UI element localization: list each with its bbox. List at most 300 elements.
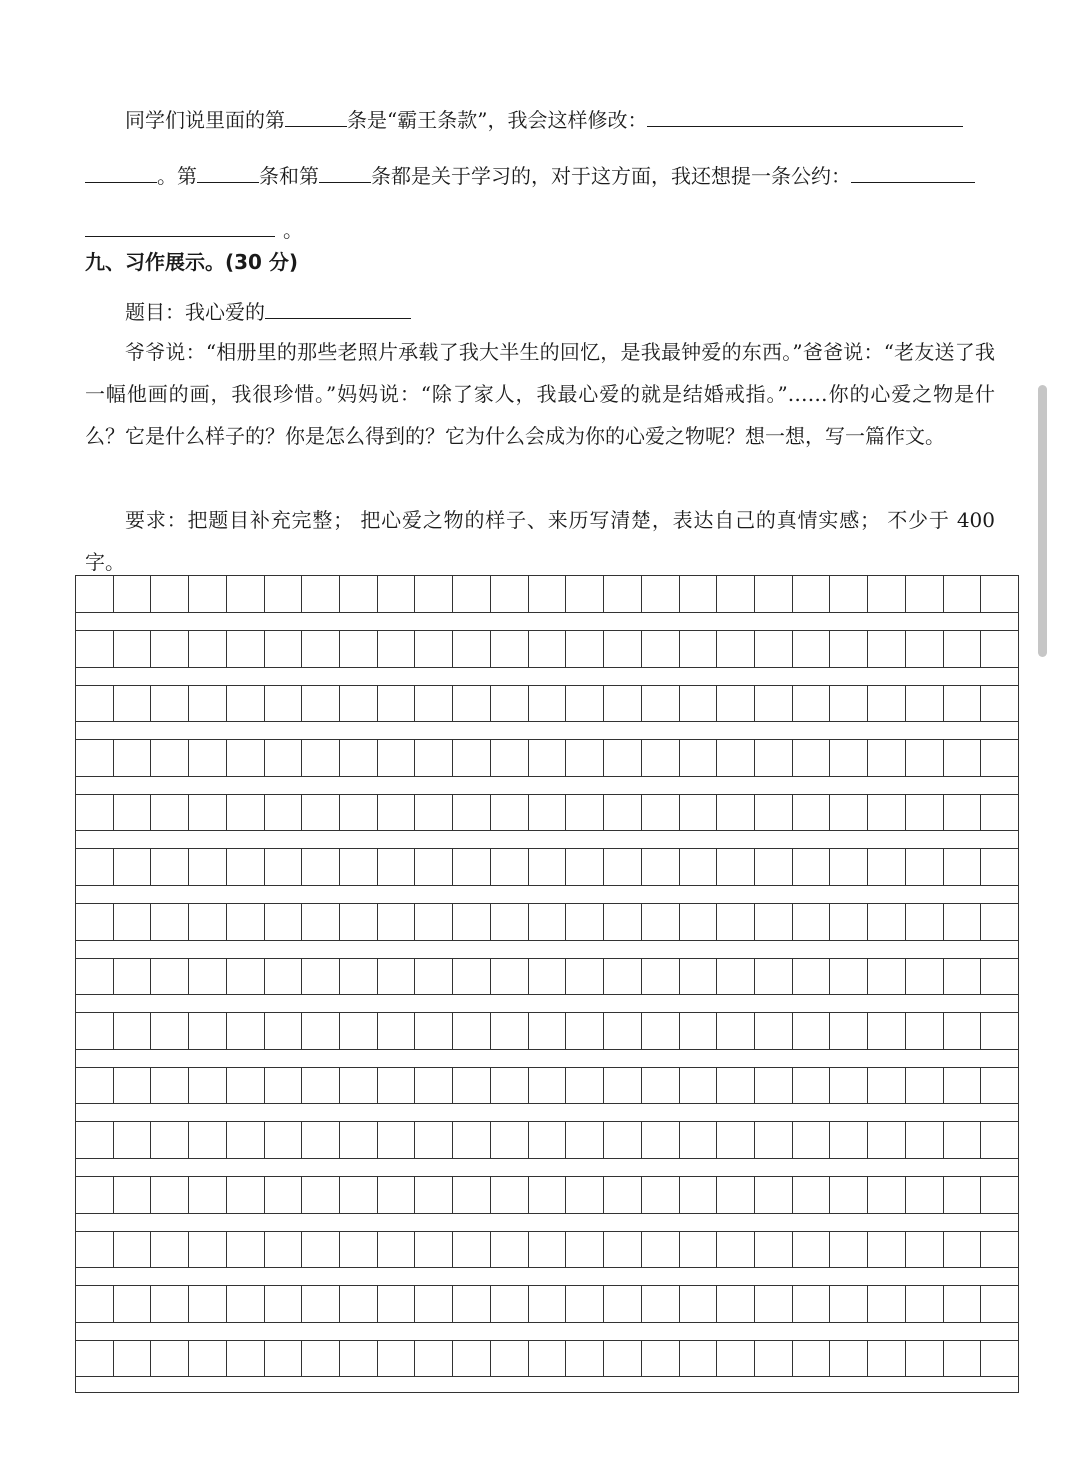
- grid-cell[interactable]: [529, 1177, 567, 1213]
- grid-cell[interactable]: [642, 740, 680, 776]
- grid-cell[interactable]: [830, 1286, 868, 1322]
- grid-cell[interactable]: [491, 740, 529, 776]
- grid-cell[interactable]: [642, 1231, 680, 1267]
- grid-cell[interactable]: [76, 1122, 114, 1158]
- grid-cell[interactable]: [868, 1122, 906, 1158]
- grid-cell[interactable]: [378, 1231, 416, 1267]
- grid-cell[interactable]: [529, 1340, 567, 1376]
- grid-cell[interactable]: [944, 1231, 982, 1267]
- grid-cell[interactable]: [604, 1231, 642, 1267]
- grid-cell[interactable]: [114, 631, 152, 667]
- grid-cell[interactable]: [227, 1340, 265, 1376]
- grid-cell[interactable]: [227, 904, 265, 940]
- grid-cell[interactable]: [680, 794, 718, 830]
- grid-cell[interactable]: [151, 685, 189, 721]
- grid-cell[interactable]: [981, 631, 1018, 667]
- grid-cell[interactable]: [114, 1286, 152, 1322]
- blank-clause-number-1[interactable]: [285, 104, 347, 127]
- grid-cell[interactable]: [529, 849, 567, 885]
- grid-cell[interactable]: [642, 1177, 680, 1213]
- grid-cell[interactable]: [453, 904, 491, 940]
- grid-cell[interactable]: [265, 576, 303, 612]
- grid-cell[interactable]: [566, 1067, 604, 1103]
- grid-cell[interactable]: [529, 958, 567, 994]
- grid-cell[interactable]: [151, 1013, 189, 1049]
- grid-cell[interactable]: [378, 849, 416, 885]
- grid-cell[interactable]: [340, 1013, 378, 1049]
- grid-cell[interactable]: [604, 1177, 642, 1213]
- grid-cell[interactable]: [944, 576, 982, 612]
- grid-cell[interactable]: [906, 685, 944, 721]
- grid-cell[interactable]: [717, 1286, 755, 1322]
- grid-cell[interactable]: [566, 1122, 604, 1158]
- grid-cell[interactable]: [265, 849, 303, 885]
- grid-cell[interactable]: [604, 958, 642, 994]
- scrollbar-thumb[interactable]: [1038, 385, 1047, 657]
- grid-cell[interactable]: [529, 740, 567, 776]
- grid-cell[interactable]: [114, 685, 152, 721]
- grid-cell[interactable]: [227, 1122, 265, 1158]
- grid-cell[interactable]: [717, 1013, 755, 1049]
- grid-cell[interactable]: [830, 685, 868, 721]
- grid-cell[interactable]: [830, 849, 868, 885]
- grid-cell[interactable]: [189, 1340, 227, 1376]
- grid-cell[interactable]: [453, 576, 491, 612]
- grid-cell[interactable]: [529, 794, 567, 830]
- grid-cell[interactable]: [265, 958, 303, 994]
- grid-cell[interactable]: [415, 1340, 453, 1376]
- grid-cell[interactable]: [830, 1340, 868, 1376]
- grid-cell[interactable]: [415, 1122, 453, 1158]
- grid-cell[interactable]: [491, 576, 529, 612]
- grid-cell[interactable]: [151, 1340, 189, 1376]
- grid-cell[interactable]: [944, 1067, 982, 1103]
- grid-cell[interactable]: [906, 1286, 944, 1322]
- grid-cell[interactable]: [302, 1231, 340, 1267]
- grid-cell[interactable]: [868, 849, 906, 885]
- grid-cell[interactable]: [114, 1122, 152, 1158]
- grid-cell[interactable]: [755, 1231, 793, 1267]
- grid-cell[interactable]: [529, 1122, 567, 1158]
- writing-grid[interactable]: [75, 575, 1019, 1393]
- grid-cell[interactable]: [680, 1067, 718, 1103]
- grid-cell[interactable]: [981, 1122, 1018, 1158]
- grid-cell[interactable]: [642, 904, 680, 940]
- grid-cell[interactable]: [793, 1122, 831, 1158]
- grid-cell[interactable]: [566, 904, 604, 940]
- grid-cell[interactable]: [906, 904, 944, 940]
- grid-cell[interactable]: [944, 631, 982, 667]
- grid-cell[interactable]: [906, 1013, 944, 1049]
- grid-cell[interactable]: [265, 904, 303, 940]
- grid-cell[interactable]: [340, 740, 378, 776]
- grid-cell[interactable]: [227, 1286, 265, 1322]
- grid-cell[interactable]: [755, 685, 793, 721]
- grid-cell[interactable]: [114, 1231, 152, 1267]
- grid-cell[interactable]: [906, 1340, 944, 1376]
- grid-cell[interactable]: [981, 1013, 1018, 1049]
- grid-cell[interactable]: [340, 1340, 378, 1376]
- grid-cell[interactable]: [151, 631, 189, 667]
- grid-cell[interactable]: [944, 685, 982, 721]
- grid-cell[interactable]: [415, 1177, 453, 1213]
- grid-cell[interactable]: [981, 1286, 1018, 1322]
- grid-cell[interactable]: [227, 631, 265, 667]
- grid-cell[interactable]: [981, 1231, 1018, 1267]
- grid-cell[interactable]: [793, 1340, 831, 1376]
- grid-cell[interactable]: [151, 849, 189, 885]
- grid-cell[interactable]: [830, 1122, 868, 1158]
- grid-cell[interactable]: [265, 1231, 303, 1267]
- grid-cell[interactable]: [189, 1013, 227, 1049]
- grid-cell[interactable]: [642, 1286, 680, 1322]
- grid-cell[interactable]: [529, 1067, 567, 1103]
- grid-cell[interactable]: [981, 685, 1018, 721]
- grid-cell[interactable]: [189, 1231, 227, 1267]
- grid-cell[interactable]: [114, 904, 152, 940]
- grid-cell[interactable]: [151, 1122, 189, 1158]
- grid-cell[interactable]: [642, 685, 680, 721]
- grid-cell[interactable]: [981, 1340, 1018, 1376]
- grid-cell[interactable]: [378, 1013, 416, 1049]
- grid-cell[interactable]: [76, 958, 114, 994]
- grid-cell[interactable]: [604, 794, 642, 830]
- grid-cell[interactable]: [642, 576, 680, 612]
- grid-cell[interactable]: [265, 1340, 303, 1376]
- grid-cell[interactable]: [529, 1231, 567, 1267]
- grid-cell[interactable]: [944, 1177, 982, 1213]
- grid-cell[interactable]: [944, 740, 982, 776]
- grid-cell[interactable]: [642, 1013, 680, 1049]
- grid-cell[interactable]: [265, 1013, 303, 1049]
- grid-cell[interactable]: [265, 740, 303, 776]
- grid-cell[interactable]: [717, 904, 755, 940]
- grid-cell[interactable]: [793, 958, 831, 994]
- grid-cell[interactable]: [491, 1122, 529, 1158]
- grid-cell[interactable]: [302, 904, 340, 940]
- grid-cell[interactable]: [906, 849, 944, 885]
- grid-cell[interactable]: [340, 849, 378, 885]
- grid-cell[interactable]: [265, 1286, 303, 1322]
- grid-cell[interactable]: [604, 1122, 642, 1158]
- grid-cell[interactable]: [491, 1013, 529, 1049]
- grid-cell[interactable]: [189, 849, 227, 885]
- grid-cell[interactable]: [265, 1177, 303, 1213]
- grid-cell[interactable]: [151, 1286, 189, 1322]
- grid-cell[interactable]: [717, 794, 755, 830]
- grid-cell[interactable]: [906, 1122, 944, 1158]
- grid-cell[interactable]: [604, 904, 642, 940]
- grid-cell[interactable]: [755, 576, 793, 612]
- grid-cell[interactable]: [151, 958, 189, 994]
- grid-cell[interactable]: [302, 958, 340, 994]
- grid-cell[interactable]: [227, 794, 265, 830]
- grid-cell[interactable]: [642, 631, 680, 667]
- grid-cell[interactable]: [830, 631, 868, 667]
- grid-cell[interactable]: [76, 1013, 114, 1049]
- grid-cell[interactable]: [604, 740, 642, 776]
- grid-cell[interactable]: [378, 1177, 416, 1213]
- grid-cell[interactable]: [566, 740, 604, 776]
- grid-cell[interactable]: [680, 1286, 718, 1322]
- grid-cell[interactable]: [717, 1340, 755, 1376]
- grid-cell[interactable]: [755, 1177, 793, 1213]
- grid-cell[interactable]: [491, 685, 529, 721]
- grid-cell[interactable]: [378, 740, 416, 776]
- grid-cell[interactable]: [340, 1286, 378, 1322]
- grid-cell[interactable]: [642, 1122, 680, 1158]
- grid-cell[interactable]: [717, 1122, 755, 1158]
- grid-cell[interactable]: [830, 740, 868, 776]
- grid-cell[interactable]: [453, 685, 491, 721]
- grid-cell[interactable]: [453, 631, 491, 667]
- grid-cell[interactable]: [755, 1340, 793, 1376]
- grid-cell[interactable]: [868, 1013, 906, 1049]
- grid-cell[interactable]: [906, 794, 944, 830]
- grid-cell[interactable]: [227, 576, 265, 612]
- grid-cell[interactable]: [680, 1013, 718, 1049]
- grid-cell[interactable]: [378, 1067, 416, 1103]
- grid-cell[interactable]: [604, 1013, 642, 1049]
- grid-cell[interactable]: [642, 958, 680, 994]
- grid-cell[interactable]: [868, 1177, 906, 1213]
- grid-cell[interactable]: [114, 958, 152, 994]
- grid-cell[interactable]: [76, 685, 114, 721]
- grid-cell[interactable]: [491, 794, 529, 830]
- grid-cell[interactable]: [378, 1122, 416, 1158]
- blank-revision-cont[interactable]: [85, 160, 157, 183]
- grid-cell[interactable]: [415, 794, 453, 830]
- grid-cell[interactable]: [566, 1013, 604, 1049]
- grid-cell[interactable]: [114, 1067, 152, 1103]
- grid-cell[interactable]: [491, 631, 529, 667]
- grid-cell[interactable]: [453, 1067, 491, 1103]
- grid-cell[interactable]: [642, 794, 680, 830]
- grid-cell[interactable]: [189, 958, 227, 994]
- grid-cell[interactable]: [76, 1231, 114, 1267]
- grid-cell[interactable]: [604, 1340, 642, 1376]
- grid-cell[interactable]: [227, 1013, 265, 1049]
- grid-cell[interactable]: [755, 958, 793, 994]
- grid-cell[interactable]: [717, 685, 755, 721]
- grid-cell[interactable]: [151, 576, 189, 612]
- grid-cell[interactable]: [491, 1177, 529, 1213]
- grid-cell[interactable]: [415, 1286, 453, 1322]
- grid-cell[interactable]: [114, 576, 152, 612]
- grid-cell[interactable]: [944, 849, 982, 885]
- grid-cell[interactable]: [340, 1177, 378, 1213]
- grid-cell[interactable]: [906, 958, 944, 994]
- grid-cell[interactable]: [906, 1231, 944, 1267]
- grid-cell[interactable]: [793, 576, 831, 612]
- grid-cell[interactable]: [302, 1013, 340, 1049]
- grid-cell[interactable]: [793, 1177, 831, 1213]
- grid-cell[interactable]: [302, 1067, 340, 1103]
- grid-cell[interactable]: [680, 904, 718, 940]
- grid-cell[interactable]: [868, 576, 906, 612]
- grid-cell[interactable]: [529, 685, 567, 721]
- grid-cell[interactable]: [76, 904, 114, 940]
- grid-cell[interactable]: [378, 576, 416, 612]
- blank-clause-number-3[interactable]: [319, 160, 371, 183]
- grid-cell[interactable]: [830, 904, 868, 940]
- grid-cell[interactable]: [302, 1177, 340, 1213]
- grid-cell[interactable]: [944, 1122, 982, 1158]
- grid-cell[interactable]: [717, 740, 755, 776]
- grid-cell[interactable]: [830, 1013, 868, 1049]
- grid-cell[interactable]: [76, 1067, 114, 1103]
- grid-cell[interactable]: [491, 1067, 529, 1103]
- grid-cell[interactable]: [340, 576, 378, 612]
- grid-cell[interactable]: [793, 1067, 831, 1103]
- grid-cell[interactable]: [378, 631, 416, 667]
- grid-cell[interactable]: [76, 849, 114, 885]
- grid-cell[interactable]: [944, 1013, 982, 1049]
- grid-cell[interactable]: [566, 958, 604, 994]
- grid-cell[interactable]: [566, 631, 604, 667]
- grid-cell[interactable]: [868, 794, 906, 830]
- grid-cell[interactable]: [642, 1340, 680, 1376]
- grid-cell[interactable]: [868, 904, 906, 940]
- grid-cell[interactable]: [830, 794, 868, 830]
- grid-cell[interactable]: [793, 631, 831, 667]
- grid-cell[interactable]: [76, 740, 114, 776]
- grid-cell[interactable]: [755, 849, 793, 885]
- grid-cell[interactable]: [151, 1231, 189, 1267]
- grid-cell[interactable]: [830, 1177, 868, 1213]
- grid-cell[interactable]: [302, 576, 340, 612]
- grid-cell[interactable]: [227, 1231, 265, 1267]
- grid-cell[interactable]: [151, 1067, 189, 1103]
- grid-cell[interactable]: [680, 740, 718, 776]
- grid-cell[interactable]: [189, 1067, 227, 1103]
- grid-cell[interactable]: [981, 576, 1018, 612]
- grid-cell[interactable]: [415, 740, 453, 776]
- grid-cell[interactable]: [868, 740, 906, 776]
- grid-cell[interactable]: [76, 1177, 114, 1213]
- grid-cell[interactable]: [265, 1067, 303, 1103]
- grid-cell[interactable]: [981, 958, 1018, 994]
- grid-cell[interactable]: [453, 1122, 491, 1158]
- grid-cell[interactable]: [114, 849, 152, 885]
- grid-cell[interactable]: [944, 794, 982, 830]
- grid-cell[interactable]: [415, 576, 453, 612]
- grid-cell[interactable]: [302, 685, 340, 721]
- grid-cell[interactable]: [453, 794, 491, 830]
- grid-cell[interactable]: [981, 1067, 1018, 1103]
- grid-cell[interactable]: [378, 904, 416, 940]
- grid-cell[interactable]: [717, 958, 755, 994]
- grid-cell[interactable]: [566, 1340, 604, 1376]
- grid-cell[interactable]: [265, 685, 303, 721]
- grid-cell[interactable]: [680, 1122, 718, 1158]
- blank-essay-title[interactable]: [265, 296, 411, 319]
- grid-cell[interactable]: [340, 1231, 378, 1267]
- grid-cell[interactable]: [453, 1286, 491, 1322]
- grid-cell[interactable]: [755, 1122, 793, 1158]
- grid-cell[interactable]: [76, 1340, 114, 1376]
- grid-cell[interactable]: [340, 685, 378, 721]
- grid-cell[interactable]: [717, 576, 755, 612]
- grid-cell[interactable]: [604, 685, 642, 721]
- grid-cell[interactable]: [717, 1177, 755, 1213]
- grid-cell[interactable]: [265, 1122, 303, 1158]
- grid-cell[interactable]: [227, 685, 265, 721]
- grid-cell[interactable]: [453, 958, 491, 994]
- grid-cell[interactable]: [981, 849, 1018, 885]
- grid-cell[interactable]: [453, 1013, 491, 1049]
- grid-cell[interactable]: [906, 576, 944, 612]
- grid-cell[interactable]: [566, 1177, 604, 1213]
- grid-cell[interactable]: [529, 1286, 567, 1322]
- grid-cell[interactable]: [680, 1177, 718, 1213]
- grid-cell[interactable]: [265, 794, 303, 830]
- grid-cell[interactable]: [830, 1231, 868, 1267]
- grid-cell[interactable]: [680, 1231, 718, 1267]
- grid-cell[interactable]: [944, 904, 982, 940]
- grid-cell[interactable]: [415, 1231, 453, 1267]
- grid-cell[interactable]: [680, 576, 718, 612]
- grid-cell[interactable]: [944, 958, 982, 994]
- grid-cell[interactable]: [868, 1340, 906, 1376]
- grid-cell[interactable]: [566, 576, 604, 612]
- grid-cell[interactable]: [944, 1286, 982, 1322]
- grid-cell[interactable]: [189, 631, 227, 667]
- grid-cell[interactable]: [717, 1067, 755, 1103]
- grid-cell[interactable]: [189, 1177, 227, 1213]
- grid-cell[interactable]: [604, 849, 642, 885]
- grid-cell[interactable]: [340, 1067, 378, 1103]
- grid-cell[interactable]: [793, 794, 831, 830]
- grid-cell[interactable]: [642, 1067, 680, 1103]
- grid-cell[interactable]: [830, 1067, 868, 1103]
- grid-cell[interactable]: [566, 685, 604, 721]
- grid-cell[interactable]: [529, 904, 567, 940]
- grid-cell[interactable]: [114, 1340, 152, 1376]
- grid-cell[interactable]: [793, 740, 831, 776]
- grid-cell[interactable]: [529, 1013, 567, 1049]
- grid-cell[interactable]: [981, 1177, 1018, 1213]
- grid-cell[interactable]: [151, 904, 189, 940]
- grid-cell[interactable]: [227, 1067, 265, 1103]
- grid-cell[interactable]: [717, 849, 755, 885]
- grid-cell[interactable]: [981, 740, 1018, 776]
- grid-cell[interactable]: [151, 794, 189, 830]
- grid-cell[interactable]: [378, 1340, 416, 1376]
- grid-cell[interactable]: [717, 631, 755, 667]
- grid-cell[interactable]: [680, 849, 718, 885]
- grid-cell[interactable]: [491, 1286, 529, 1322]
- grid-cell[interactable]: [755, 1286, 793, 1322]
- grid-cell[interactable]: [114, 1177, 152, 1213]
- grid-cell[interactable]: [755, 794, 793, 830]
- grid-cell[interactable]: [114, 794, 152, 830]
- grid-cell[interactable]: [189, 904, 227, 940]
- grid-cell[interactable]: [302, 631, 340, 667]
- grid-cell[interactable]: [114, 1013, 152, 1049]
- grid-cell[interactable]: [340, 904, 378, 940]
- grid-cell[interactable]: [755, 740, 793, 776]
- grid-cell[interactable]: [793, 1013, 831, 1049]
- grid-cell[interactable]: [793, 849, 831, 885]
- grid-cell[interactable]: [981, 904, 1018, 940]
- grid-cell[interactable]: [265, 631, 303, 667]
- grid-cell[interactable]: [378, 1286, 416, 1322]
- grid-cell[interactable]: [189, 1122, 227, 1158]
- blank-clause-number-2[interactable]: [197, 160, 259, 183]
- grid-cell[interactable]: [868, 1067, 906, 1103]
- grid-cell[interactable]: [604, 576, 642, 612]
